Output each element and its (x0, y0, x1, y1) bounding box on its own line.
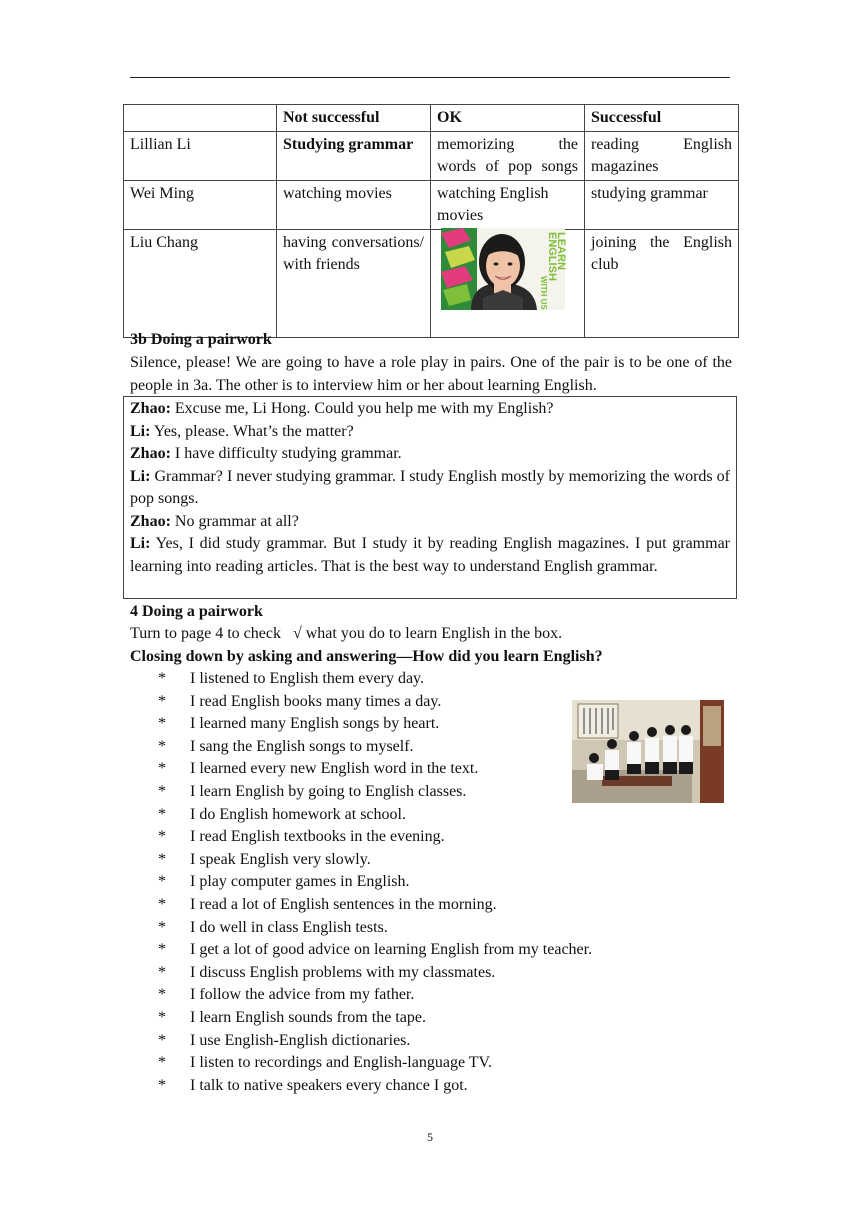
dialogue-text: Grammar? I never studying grammar. I study English mostly by memorizing the words of pop songs. (130, 467, 730, 507)
table-row (124, 181, 739, 230)
list-item-text: I do English homework at school. (190, 805, 406, 823)
dialogue-line (130, 511, 730, 534)
list-item-text: I read a lot of English sentences in the morning. (190, 895, 497, 913)
list-item-text: I learned every new English word in the text. (190, 760, 479, 778)
dialogue-line (130, 466, 730, 511)
closing-question: Closing down by asking and answering—How did you learn English? (130, 648, 603, 665)
list-item (158, 736, 592, 759)
list-item (158, 871, 592, 894)
dialogue-box (123, 396, 737, 599)
star-bullet-icon: * (158, 670, 166, 687)
star-bullet-icon: * (158, 715, 166, 733)
list-item-text: I listen to recordings and English-language TV. (190, 1054, 493, 1072)
list-item (158, 1007, 592, 1030)
list-item (158, 781, 592, 804)
table-cell: reading English magazines (585, 132, 739, 181)
classroom-photo (572, 700, 724, 803)
star-bullet-icon: * (158, 737, 166, 755)
star-bullet-icon: * (158, 1076, 166, 1094)
header-rule (130, 77, 730, 78)
speaker: Li: (130, 467, 151, 485)
star-bullet-icon: * (158, 850, 166, 868)
star-bullet-icon: * (158, 782, 166, 800)
dialogue-line (130, 421, 730, 444)
list-item (158, 804, 592, 827)
table-header-cell: OK (431, 105, 585, 132)
list-item (158, 713, 592, 736)
list-item-text: I listened to English them every day. (190, 670, 425, 687)
star-bullet-icon: * (158, 895, 166, 913)
list-item-text: I follow the advice from my father. (190, 986, 415, 1004)
star-bullet-icon: * (158, 941, 166, 959)
svg-text:ENGLISH: ENGLISH (546, 232, 558, 281)
list-item (158, 668, 592, 691)
table-cell: having conversations/ with friends (277, 230, 431, 338)
students-image (572, 700, 724, 803)
dialogue-text: No grammar at all? (170, 512, 299, 530)
speaker: Li: (130, 535, 151, 552)
list-item-text: I get a lot of good advice on learning English from my teacher. (190, 941, 593, 959)
table-row (124, 132, 739, 181)
section-4-heading: 4 Doing a pairwork (130, 603, 263, 620)
section-3b-intro: Silence, please! We are going to have a role play in pairs. One of the pair is to be one of the people in 3a. The other is to interview him or her about learning English. (130, 354, 732, 394)
table-cell: Liu Chang (124, 230, 277, 338)
list-item-text: I learn English sounds from the tape. (190, 1008, 426, 1026)
table-header-cell: Not successful (277, 105, 431, 132)
list-item-text: I sang the English songs to myself. (190, 737, 414, 755)
dialogue-text: Yes, I did study grammar. But I study it by reading English magazines. I put grammar learning into reading articles. That is the best way to understand English grammar. (130, 535, 730, 575)
table-cell: watching movies (277, 181, 431, 230)
dialogue-line (130, 398, 730, 421)
learn-english-photo (441, 228, 565, 310)
table-cell: joining the English club (585, 230, 739, 338)
section-3b-heading: 3b Doing a pairwork (130, 331, 272, 348)
table-cell: memorizing the words of pop songs (431, 132, 585, 181)
table-cell: Wei Ming (124, 181, 277, 230)
star-bullet-icon: * (158, 692, 166, 710)
table-cell: Lillian Li (124, 132, 277, 181)
star-bullet-icon: * (158, 828, 166, 846)
star-bullet-icon: * (158, 1031, 166, 1049)
star-bullet-icon: * (158, 873, 166, 891)
dialogue-line (130, 443, 730, 466)
dialogue-text: Excuse me, Li Hong. Could you help me with my English? (170, 400, 554, 417)
table-cell: studying grammar (585, 181, 739, 230)
list-item-text: I use English-English dictionaries. (190, 1031, 411, 1049)
list-item (158, 826, 592, 849)
dialogue-text: I have difficulty studying grammar. (170, 445, 402, 462)
list-item (158, 917, 592, 940)
learning-methods-table (123, 104, 739, 338)
speaker: Zhao: (130, 445, 171, 462)
list-item-text: I read English textbooks in the evening. (190, 828, 445, 846)
list-item (158, 849, 592, 872)
page-number: 5 (427, 1130, 433, 1144)
table-cell: watching English movies (431, 181, 585, 230)
list-item-text: I learned many English songs by heart. (190, 715, 440, 733)
table-row (124, 230, 739, 338)
list-item-text: I speak English very slowly. (190, 850, 371, 868)
speaker: Zhao: (130, 400, 171, 417)
star-bullet-icon: * (158, 986, 166, 1004)
list-item (158, 1052, 592, 1075)
table-cell (431, 230, 585, 338)
svg-text:WITH US: WITH US (539, 276, 548, 310)
list-item-text: I do well in class English tests. (190, 918, 388, 936)
table-header-cell: Successful (585, 105, 739, 132)
list-item-text: I discuss English problems with my classmates. (190, 963, 496, 981)
table-header-row (124, 105, 739, 132)
list-item (158, 691, 592, 714)
list-item-text: I learn English by going to English classes. (190, 782, 467, 800)
dialogue-text: Yes, please. What’s the matter? (150, 422, 354, 440)
list-item (158, 939, 592, 962)
star-bullet-icon: * (158, 760, 166, 778)
list-item-text: I play computer games in English. (190, 873, 410, 891)
list-item-text: I talk to native speakers every chance I got. (190, 1076, 468, 1094)
dialogue-line (130, 533, 730, 578)
list-item (158, 894, 592, 917)
section-4-instruction: Turn to page 4 to check √ what you do to learn English in the box. (130, 625, 563, 642)
list-item (158, 962, 592, 985)
list-item (158, 1030, 592, 1053)
learn-english-logo (539, 230, 567, 310)
table-cell: Studying grammar (277, 132, 431, 181)
star-bullet-icon: * (158, 1008, 166, 1026)
learning-habits-list (158, 668, 592, 1097)
star-bullet-icon: * (158, 918, 166, 936)
star-bullet-icon: * (158, 1054, 166, 1072)
list-item (158, 1075, 592, 1098)
list-item-text: I read English books many times a day. (190, 692, 442, 710)
table-header-cell (124, 105, 277, 132)
star-bullet-icon: * (158, 963, 166, 981)
list-item (158, 758, 592, 781)
list-item (158, 984, 592, 1007)
svg-text:LEARN: LEARN (555, 232, 567, 270)
speaker: Zhao: (130, 512, 171, 530)
speaker: Li: (130, 422, 151, 440)
star-bullet-icon: * (158, 805, 166, 823)
